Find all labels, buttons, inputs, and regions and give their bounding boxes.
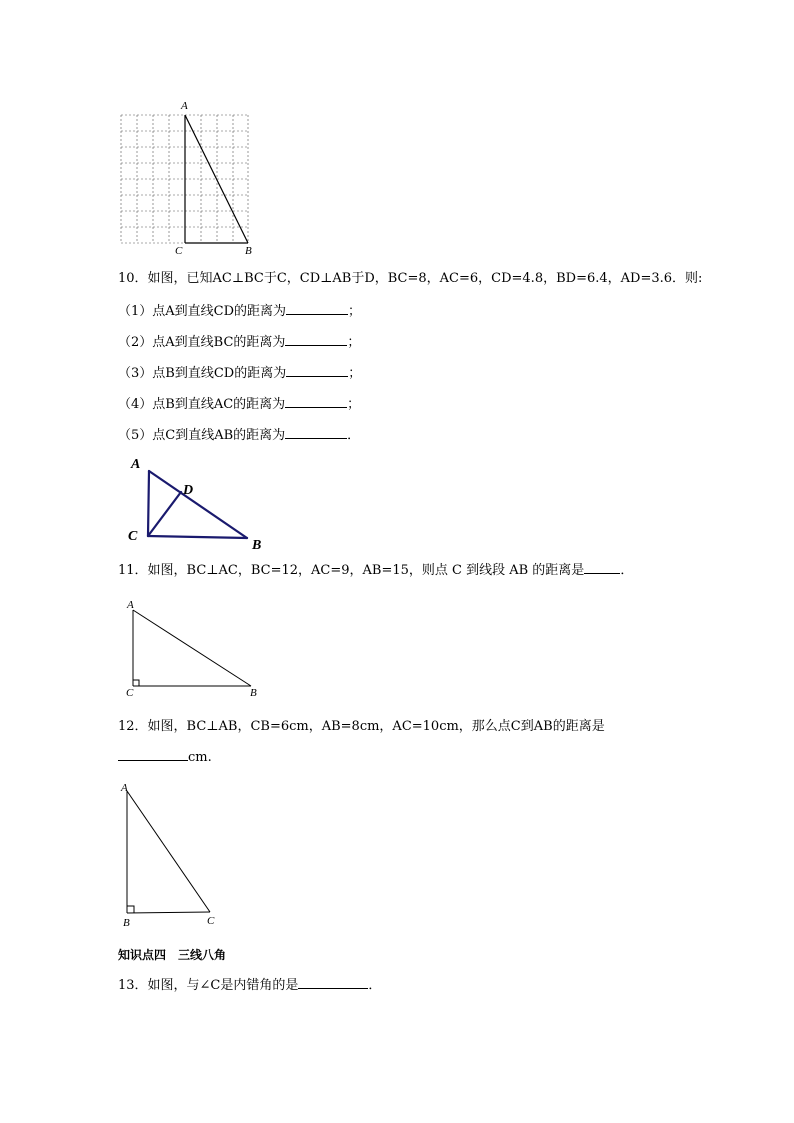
q11-line	[118, 561, 633, 580]
right-triangle-figure-q12	[115, 778, 225, 930]
label-b: B	[245, 245, 252, 257]
q10-sub5	[118, 426, 360, 445]
label-a: A	[131, 457, 141, 472]
answer-blank[interactable]	[286, 302, 348, 315]
label-a: A	[181, 100, 188, 112]
q10-sub4-text: （4）点B到直线AC的距离为	[118, 397, 286, 412]
answer-blank[interactable]	[285, 333, 347, 346]
q10-sub1	[118, 302, 361, 321]
triangle-lines	[127, 791, 210, 913]
q10-sub3	[118, 364, 361, 383]
q10-sub3-text: （3）点B到直线CD的距离为	[118, 366, 287, 381]
q10-sub5-end: ．	[347, 428, 361, 443]
triangle-lines	[133, 610, 251, 686]
label-c: C	[126, 687, 134, 699]
q13-line	[118, 976, 381, 995]
label-c: C	[128, 529, 138, 544]
label-c: C	[207, 915, 215, 927]
label-b: B	[123, 917, 130, 929]
label-b: B	[250, 687, 257, 699]
grid-triangle-figure	[115, 96, 260, 258]
answer-blank[interactable]	[285, 395, 347, 408]
q13-text: 13．如图，与∠C是内错角的是	[118, 978, 299, 993]
q13-end: ．	[368, 978, 382, 993]
answer-blank[interactable]	[298, 976, 368, 989]
q12-unit: cm.	[188, 750, 212, 765]
answer-blank[interactable]	[285, 426, 347, 439]
q10-sub2-text: （2）点A到直线BC的距离为	[118, 335, 286, 350]
label-a: A	[121, 782, 128, 794]
q10-sub4	[118, 395, 360, 414]
triangle-lines	[148, 471, 247, 538]
right-triangle-figure-q11	[120, 595, 270, 700]
q10-sub3-end: ；	[348, 366, 362, 381]
q11-end: ．	[620, 563, 634, 578]
answer-blank[interactable]	[286, 364, 348, 377]
q10-sub2-end: ；	[347, 335, 361, 350]
q10-sub1-end: ；	[348, 304, 362, 319]
q10-sub5-text: （5）点C到直线AB的距离为	[118, 428, 286, 443]
q12-answer-line	[118, 748, 212, 767]
section-heading: 知识点四 三线八角	[118, 948, 227, 962]
label-b: B	[252, 538, 262, 552]
right-angle-mark	[127, 906, 134, 913]
label-d: D	[183, 483, 194, 498]
q12-text: 12．如图，BC⊥AB，CB=6cm，AB=8cm，AC=10cm，那么点C到AB的距离是	[118, 719, 605, 734]
triangle-acd-figure	[125, 452, 275, 552]
q10-sub2	[118, 333, 360, 352]
q10-text: 10．如图，已知AC⊥BC于C，CD⊥AB于D，BC=8，AC=6，CD=4.8，BD=6.4，AD=3.6．则:	[118, 271, 703, 286]
answer-blank[interactable]	[584, 561, 620, 574]
label-a: A	[127, 599, 134, 611]
q10-sub4-end: ；	[347, 397, 361, 412]
answer-blank[interactable]	[118, 748, 188, 761]
q11-text: 11．如图，BC⊥AC，BC=12，AC=9，AB=15，则点 C 到线段 AB 的距离是	[118, 563, 585, 578]
right-angle-mark	[133, 680, 139, 686]
label-c: C	[175, 245, 183, 257]
q10-sub1-text: （1）点A到直线CD的距离为	[118, 304, 287, 319]
